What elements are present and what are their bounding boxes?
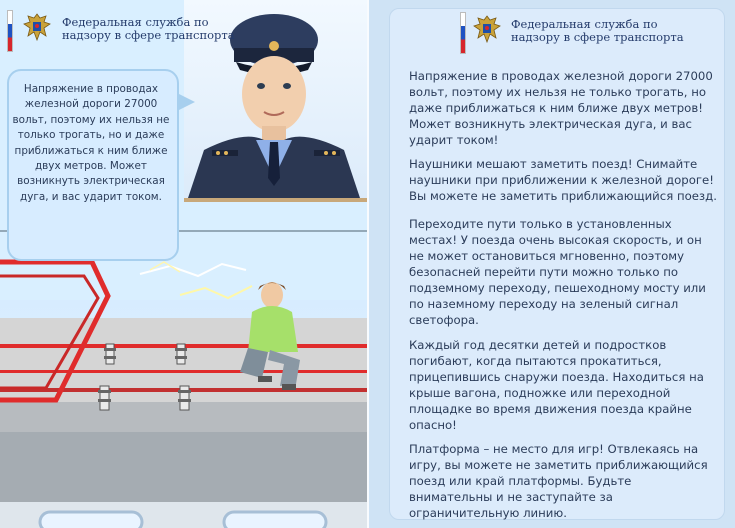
double-headed-eagle-emblem-icon-right [470, 12, 504, 46]
insulator-3 [98, 386, 111, 410]
insulator-4 [178, 386, 191, 410]
insulator-2 [175, 344, 187, 364]
russian-flag-icon [7, 10, 13, 52]
train-window-1 [40, 512, 142, 528]
train-window-2 [224, 512, 326, 528]
paragraph-wire-voltage: Напряжение в проводах железной дороги 27000 вольт, поэтому их нельзя не только трогать, но даже приближаться к ним ближе двух метров! Может возникнуть электрическая дуга, и вас ударит током! [409, 69, 713, 147]
paragraph-train-surfing: Каждый год десятки детей и подростков погибают, когда пытаются прокатиться, прицепившись снаружи поезда. Находиться на крыше вагона, подножке или переходной площадке во время движения поезда крайне опасно! [409, 338, 704, 432]
paragraph-headphones: Наушники мешают заметить поезд! Снимайте наушники при приближении к железной дороге! Вы можете не заметить приближающийся поезд. [409, 157, 717, 203]
train-side [0, 432, 367, 502]
agency-name: Федеральная служба по надзору в сфере транспорта [62, 15, 235, 42]
paragraph-crossing: Переходите пути только в установленных местах! У поезда очень высокая скорость, и он не может остановиться мгновенно, поэтому безопасней перейти пути можно только по подземному переходу, пешеходному мосту или по наземному переходу на зеленый сигнал светофора. [409, 217, 706, 327]
russian-flag-icon-right [460, 12, 466, 54]
insulator-1 [104, 344, 116, 364]
paragraph-platform: Платформа – не место для игр! Отвлекаясь на игру, вы можете не заметить приближающийся поезд или край платформы. Будьте внимательны и не заступайте за ограничительную линию. [409, 442, 708, 520]
illustration-panel [0, 0, 367, 528]
double-headed-eagle-emblem-icon [20, 10, 54, 44]
agency-name-right: Федеральная служба по надзору в сфере транспорта [511, 17, 684, 44]
speech-bubble-text: Напряжение в проводах железной дороги 27000 вольт, поэтому их нельзя не только трогать, но и даже приближаться к ним ближе двух метров. Может возникнуть электрическая дуга, и вас ударит током. [12, 83, 170, 203]
